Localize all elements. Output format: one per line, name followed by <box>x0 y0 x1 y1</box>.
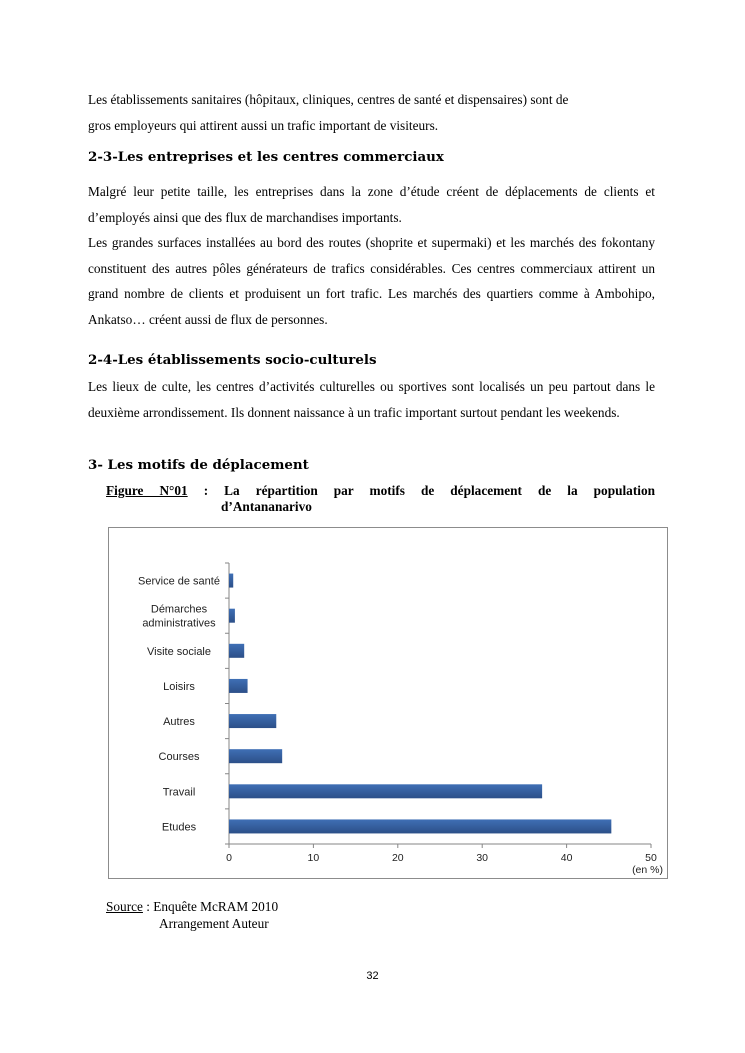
bar-visite-sociale <box>229 644 244 658</box>
x-tick-label: 50 <box>645 852 657 864</box>
y-category-label: Travail <box>162 786 196 799</box>
heading-3: 3- Les motifs de déplacement <box>88 457 309 473</box>
health-paragraph <box>88 87 655 138</box>
x-tick-label: 40 <box>560 852 573 864</box>
socio-paragraph: Les lieux de culte, les centres d’activités culturelles ou sportives sont localisés un peu partout dans le deuxième arrondissement. Ils donnent naissance à un trafic important surtout pendant les weekends. <box>88 379 655 420</box>
health-line-2: gros employeurs qui attirent aussi un trafic important de visiteurs. <box>88 117 439 133</box>
chart-frame <box>108 527 668 879</box>
figure-label: Figure N°01 <box>106 483 188 498</box>
y-category-label: Etudes <box>161 821 197 834</box>
y-category-label: Service de santé <box>138 575 220 588</box>
y-category-label: Courses <box>158 751 200 764</box>
source-line-2: Arrangement Auteur <box>159 916 269 931</box>
bar-service-de-sant- <box>229 574 233 588</box>
x-tick-label: 0 <box>226 852 232 864</box>
heading-2-4: 2-4-Les établissements socio-culturels <box>88 352 377 368</box>
source-label: Source <box>106 899 143 914</box>
y-category-label: Autres <box>163 716 195 729</box>
y-category-label: Loisirs <box>163 680 195 693</box>
x-axis-label: (en %) <box>632 864 663 876</box>
source-line-1: Enquête McRAM 2010 <box>153 899 279 914</box>
x-tick-label: 10 <box>307 852 320 864</box>
figure-separator: : <box>187 483 225 498</box>
figure-title-line-2: d’Antananarivo <box>221 499 312 514</box>
bar-courses <box>229 749 282 763</box>
x-tick-label: 30 <box>476 852 489 864</box>
commerce-paragraph: Malgré leur petite taille, les entreprises dans la zone d’étude créent de déplacements de clients et d’employés ainsi que des flux de marchandises importants. <box>88 184 655 225</box>
y-category-label: Démarches administratives <box>142 603 216 630</box>
bar-d-marches-administratives <box>229 609 235 623</box>
bar-loisirs <box>229 679 248 693</box>
bar-chart <box>109 528 667 878</box>
x-tick-label: 20 <box>391 852 404 864</box>
page-number: 32 <box>366 970 379 982</box>
commerce-paragraph-2: Les grandes surfaces installées au bord des routes (shoprite et supermaki) et les marchés des fokontany constituent des autres pôles générateurs de trafics considérables. Ces centres commerciaux attirent un grand nombre de clients et produisent un fort trafic. Les marchés des quartiers comme à Ambohipo, Ankatso… créent aussi de flux de personnes. <box>88 235 655 327</box>
bar-travail <box>229 784 542 798</box>
bar-etudes <box>229 819 611 833</box>
source-separator: : <box>142 899 154 914</box>
y-category-label: Visite sociale <box>147 645 211 658</box>
figure-title-line-1: La répartition par motifs de déplacement de la population <box>224 483 655 498</box>
heading-2-3: 2-3-Les entreprises et les centres commerciaux <box>88 149 444 165</box>
bar-autres <box>229 714 276 728</box>
figure-caption <box>106 483 655 515</box>
source-block <box>106 898 278 932</box>
health-line-1: Les établissements sanitaires (hôpitaux, cliniques, centres de santé et dispensaires) sont de <box>88 92 569 107</box>
